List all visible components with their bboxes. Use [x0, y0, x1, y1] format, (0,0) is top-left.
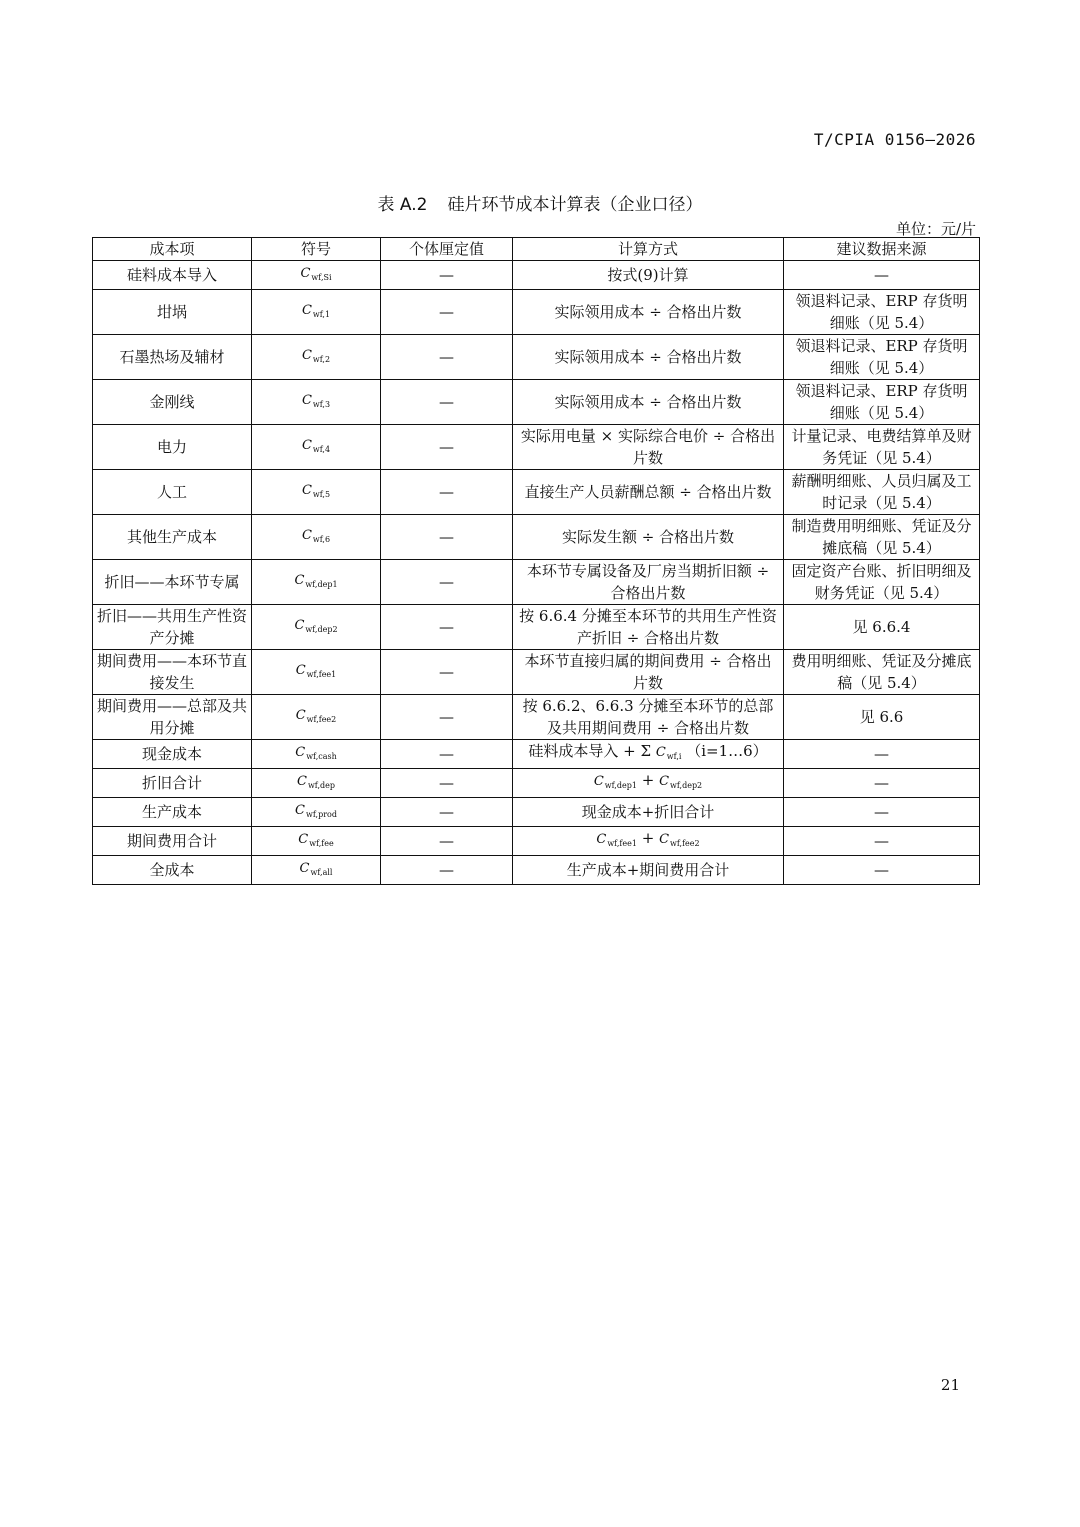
determined-value: —: [381, 290, 513, 335]
cost-item: 人工: [93, 470, 252, 515]
cost-item: 电力: [93, 425, 252, 470]
determined-value: —: [381, 261, 513, 290]
symbol: $C_{wf,1}$: [252, 290, 381, 335]
determined-value: —: [381, 560, 513, 605]
data-source: 薪酬明细账、人员归属及工时记录（见 5.4）: [784, 470, 980, 515]
calc-method: 按 6.6.4 分摊至本环节的共用生产性资产折旧 ÷ 合格出片数: [513, 605, 784, 650]
calc-method: 按式(9)计算: [513, 261, 784, 290]
data-source: 领退料记录、ERP 存货明细账（见 5.4）: [784, 380, 980, 425]
determined-value: —: [381, 425, 513, 470]
table-row: [93, 650, 980, 695]
symbol: $C_{wf,2}$: [252, 335, 381, 380]
table-row: [93, 798, 980, 827]
data-source: —: [784, 827, 980, 856]
data-source: 见 6.6: [784, 695, 980, 740]
calc-method: 硅料成本导入 + Σ $C_{wf,i}$ （i=1…6）: [513, 740, 784, 769]
table-title: [0, 190, 1080, 215]
determined-value: —: [381, 335, 513, 380]
table-row: [93, 515, 980, 560]
cost-item: 其他生产成本: [93, 515, 252, 560]
data-source: 制造费用明细账、凭证及分摊底稿（见 5.4）: [784, 515, 980, 560]
determined-value: —: [381, 769, 513, 798]
symbol: $C_{wf,5}$: [252, 470, 381, 515]
cost-item: 折旧合计: [93, 769, 252, 798]
calc-method: 本环节直接归属的期间费用 ÷ 合格出片数: [513, 650, 784, 695]
cost-item: 全成本: [93, 856, 252, 885]
table-row: [93, 605, 980, 650]
calc-method: 直接生产人员薪酬总额 ÷ 合格出片数: [513, 470, 784, 515]
data-source: —: [784, 856, 980, 885]
symbol: $C_{wf,cash}$: [252, 740, 381, 769]
data-source: —: [784, 740, 980, 769]
symbol: $C_{wf,all}$: [252, 856, 381, 885]
calc-method: 本环节专属设备及厂房当期折旧额 ÷ 合格出片数: [513, 560, 784, 605]
cost-item: 硅料成本导入: [93, 261, 252, 290]
data-source: 费用明细账、凭证及分摊底稿（见 5.4）: [784, 650, 980, 695]
calc-method: $C_{wf,fee1} + C_{wf,fee2}$: [513, 827, 784, 856]
table-row: [93, 856, 980, 885]
data-source: —: [784, 769, 980, 798]
symbol: $C_{wf,4}$: [252, 425, 381, 470]
cost-item: 石墨热场及辅材: [93, 335, 252, 380]
table-row: [93, 827, 980, 856]
cost-item: 坩埚: [93, 290, 252, 335]
table-row: [93, 261, 980, 290]
determined-value: —: [381, 695, 513, 740]
data-source: —: [784, 261, 980, 290]
cost-item: 生产成本: [93, 798, 252, 827]
column-header: 建议数据来源: [784, 238, 980, 261]
table-row: [93, 740, 980, 769]
table-row: [93, 695, 980, 740]
determined-value: —: [381, 650, 513, 695]
table-row: [93, 290, 980, 335]
cost-item: 现金成本: [93, 740, 252, 769]
determined-value: —: [381, 798, 513, 827]
column-header: 符号: [252, 238, 381, 261]
calc-method: 实际领用成本 ÷ 合格出片数: [513, 380, 784, 425]
cost-item: 期间费用——本环节直接发生: [93, 650, 252, 695]
page-number: 21: [940, 1376, 960, 1394]
determined-value: —: [381, 470, 513, 515]
table-number: 表 A.2: [377, 195, 428, 215]
data-source: —: [784, 798, 980, 827]
symbol: $C_{wf,fee2}$: [252, 695, 381, 740]
calc-method: $C_{wf,dep1} + C_{wf,dep2}$: [513, 769, 784, 798]
table-row: [93, 769, 980, 798]
determined-value: —: [381, 605, 513, 650]
symbol: $C_{wf,dep2}$: [252, 605, 381, 650]
data-source: 领退料记录、ERP 存货明细账（见 5.4）: [784, 335, 980, 380]
table-row: [93, 470, 980, 515]
cost-item: 期间费用——总部及共用分摊: [93, 695, 252, 740]
data-source: 固定资产台账、折旧明细及财务凭证（见 5.4）: [784, 560, 980, 605]
calc-method: 实际用电量 × 实际综合电价 ÷ 合格出片数: [513, 425, 784, 470]
symbol: $C_{wf,dep}$: [252, 769, 381, 798]
determined-value: —: [381, 740, 513, 769]
data-source: 计量记录、电费结算单及财务凭证（见 5.4）: [784, 425, 980, 470]
header-row: [93, 238, 980, 261]
symbol: $C_{wf,3}$: [252, 380, 381, 425]
symbol: $C_{wf,dep1}$: [252, 560, 381, 605]
determined-value: —: [381, 827, 513, 856]
column-header: 计算方式: [513, 238, 784, 261]
calc-method: 实际领用成本 ÷ 合格出片数: [513, 335, 784, 380]
data-source: 领退料记录、ERP 存货明细账（见 5.4）: [784, 290, 980, 335]
table-row: [93, 380, 980, 425]
symbol: $C_{wf,fee1}$: [252, 650, 381, 695]
column-header: 成本项: [93, 238, 252, 261]
cost-item: 期间费用合计: [93, 827, 252, 856]
cost-item: 折旧——共用生产性资产分摊: [93, 605, 252, 650]
symbol: $C_{wf,prod}$: [252, 798, 381, 827]
data-source: 见 6.6.4: [784, 605, 980, 650]
document-code: T/CPIA 0156—2026: [813, 130, 976, 149]
calc-method: 实际领用成本 ÷ 合格出片数: [513, 290, 784, 335]
symbol: $C_{wf,Si}$: [252, 261, 381, 290]
calc-method: 生产成本+期间费用合计: [513, 856, 784, 885]
calc-method: 按 6.6.2、6.6.3 分摊至本环节的总部及共用期间费用 ÷ 合格出片数: [513, 695, 784, 740]
calc-method: 现金成本+折旧合计: [513, 798, 784, 827]
cost-table: [92, 237, 980, 885]
unit-label: 单位：元/片: [895, 220, 976, 238]
cost-item: 金刚线: [93, 380, 252, 425]
table-caption: 硅片环节成本计算表（企业口径）: [447, 195, 703, 215]
symbol: $C_{wf,6}$: [252, 515, 381, 560]
table-row: [93, 560, 980, 605]
cost-item: 折旧——本环节专属: [93, 560, 252, 605]
column-header: 个体厘定值: [381, 238, 513, 261]
symbol: $C_{wf,fee}$: [252, 827, 381, 856]
table-row: [93, 425, 980, 470]
determined-value: —: [381, 856, 513, 885]
determined-value: —: [381, 515, 513, 560]
determined-value: —: [381, 380, 513, 425]
calc-method: 实际发生额 ÷ 合格出片数: [513, 515, 784, 560]
table-row: [93, 335, 980, 380]
